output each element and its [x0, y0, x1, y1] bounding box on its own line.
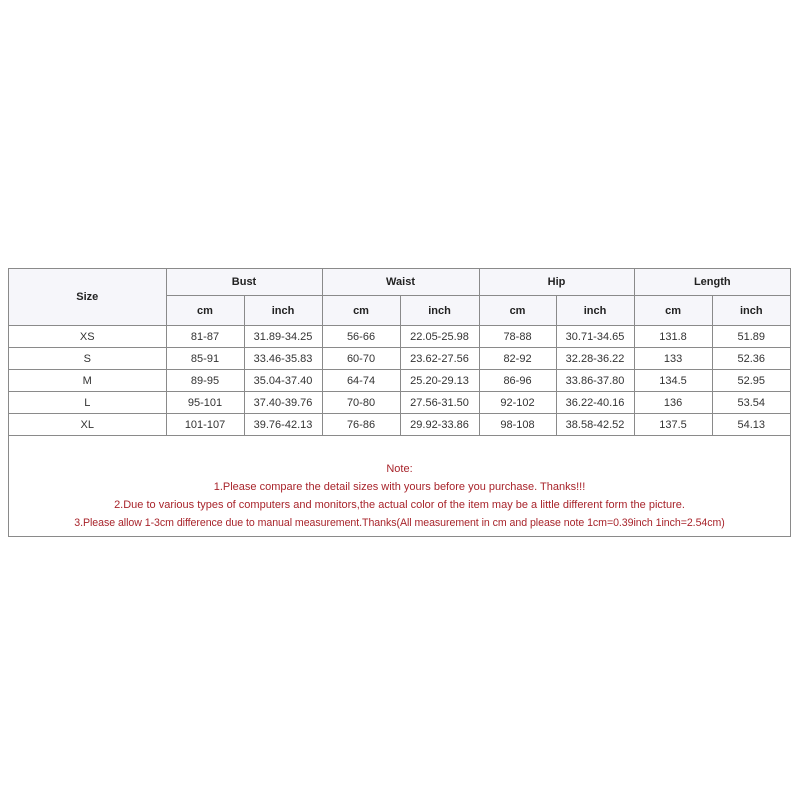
table-cell: 54.13 [712, 414, 790, 436]
note-line-3: 3.Please allow 1-3cm difference due to manual measurement.Thanks(All measurement in cm and please note 1cm=0.39inch 1inch=2.54cm) [74, 517, 725, 529]
waist-header: Waist [322, 269, 479, 296]
size-cell: XL [9, 414, 166, 436]
table-cell: 30.71-34.65 [556, 326, 634, 348]
note-line-1: 1.Please compare the detail sizes with yours before you purchase. Thanks!!! [213, 481, 586, 493]
table-row [9, 326, 790, 348]
table-cell: 70-80 [322, 392, 400, 414]
table-cell: 134.5 [634, 370, 712, 392]
table-cell: 86-96 [479, 370, 556, 392]
table-cell: 136 [634, 392, 712, 414]
table-cell: 53.54 [712, 392, 790, 414]
table-cell: 85-91 [166, 348, 244, 370]
unit-header: cm [634, 296, 712, 326]
table-cell: 29.92-33.86 [400, 414, 479, 436]
table-row [9, 392, 790, 414]
table-cell: 22.05-25.98 [400, 326, 479, 348]
table-cell: 38.58-42.52 [556, 414, 634, 436]
table-cell: 137.5 [634, 414, 712, 436]
table-cell: 52.95 [712, 370, 790, 392]
table-cell: 64-74 [322, 370, 400, 392]
table-cell: 76-86 [322, 414, 400, 436]
table-cell: 78-88 [479, 326, 556, 348]
size-cell: M [9, 370, 166, 392]
unit-header: inch [244, 296, 322, 326]
table-cell: 89-95 [166, 370, 244, 392]
unit-header: cm [479, 296, 556, 326]
table-row [9, 414, 790, 436]
unit-header: inch [712, 296, 790, 326]
size-cell: L [9, 392, 166, 414]
table-cell: 60-70 [322, 348, 400, 370]
table-cell: 56-66 [322, 326, 400, 348]
header-row-groups [9, 269, 790, 296]
table-cell: 39.76-42.13 [244, 414, 322, 436]
size-chart [8, 268, 791, 537]
table-cell: 95-101 [166, 392, 244, 414]
table-cell: 98-108 [479, 414, 556, 436]
table-cell: 32.28-36.22 [556, 348, 634, 370]
table-cell: 82-92 [479, 348, 556, 370]
table-row [9, 348, 790, 370]
length-header: Length [634, 269, 790, 296]
unit-header: inch [400, 296, 479, 326]
bust-header: Bust [166, 269, 322, 296]
unit-header: cm [166, 296, 244, 326]
table-cell: 25.20-29.13 [400, 370, 479, 392]
table-cell: 51.89 [712, 326, 790, 348]
table-cell: 52.36 [712, 348, 790, 370]
table-cell: 81-87 [166, 326, 244, 348]
table-cell: 37.40-39.76 [244, 392, 322, 414]
table-cell: 101-107 [166, 414, 244, 436]
hip-header: Hip [479, 269, 634, 296]
table-row [9, 370, 790, 392]
table-cell: 35.04-37.40 [244, 370, 322, 392]
table-cell: 36.22-40.16 [556, 392, 634, 414]
notes-section [9, 436, 790, 536]
note-line-2: 2.Due to various types of computers and monitors,the actual color of the item may be a little different form the picture. [114, 499, 685, 511]
table-cell: 33.86-37.80 [556, 370, 634, 392]
size-cell: XS [9, 326, 166, 348]
table-cell: 31.89-34.25 [244, 326, 322, 348]
unit-header: cm [322, 296, 400, 326]
size-header: Size [9, 269, 166, 326]
table-cell: 133 [634, 348, 712, 370]
table-cell: 27.56-31.50 [400, 392, 479, 414]
table-cell: 23.62-27.56 [400, 348, 479, 370]
size-cell: S [9, 348, 166, 370]
unit-header: inch [556, 296, 634, 326]
table-cell: 131.8 [634, 326, 712, 348]
size-table [9, 269, 790, 436]
table-cell: 92-102 [479, 392, 556, 414]
table-cell: 33.46-35.83 [244, 348, 322, 370]
note-title: Note: [386, 463, 413, 475]
